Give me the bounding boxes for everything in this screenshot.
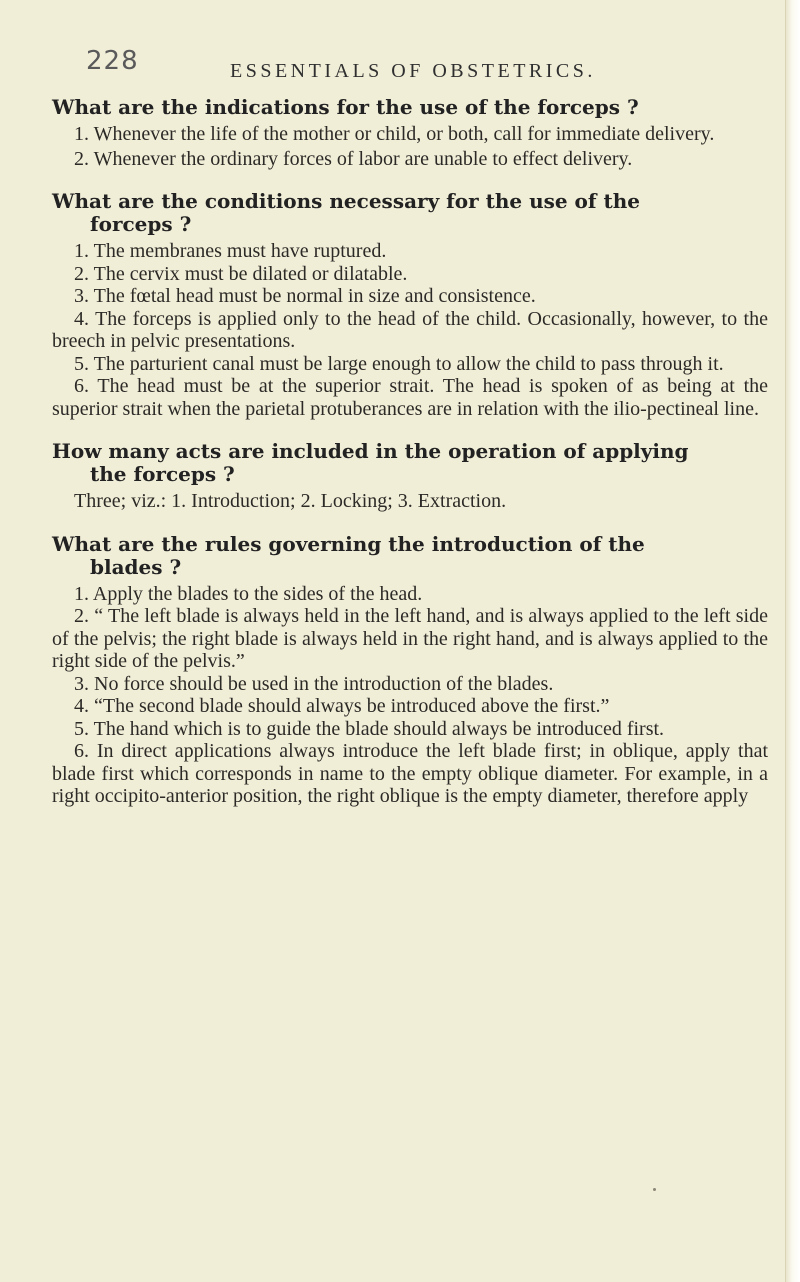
answer-item: 6. In direct applications always introduce the left blade first; in oblique, apply that blade first which corresponds in name to the empty oblique diameter. For example, in a right occipito-anterior position, the right oblique is the empty diameter, therefore apply — [52, 740, 768, 807]
ink-speck — [653, 1188, 656, 1191]
answer-item: 3. No force should be used in the introduction of the blades. — [74, 672, 554, 695]
page-body — [52, 40, 768, 828]
page-edge — [785, 0, 800, 1282]
question-heading: How many acts are included in the operation of applying the forceps ? — [52, 439, 689, 486]
question-heading: What are the rules governing the introduction of the blades ? — [52, 531, 645, 579]
answer-item: 1. The membranes must have ruptured. — [74, 240, 387, 262]
answer-item: 5. The hand which is to guide the blade should always be introduced first. — [74, 717, 665, 740]
answer-item: 3. The fœtal head must be normal in size and consistence. — [74, 285, 536, 307]
answer-item: 4. “The second blade should always be introduced above the first.” — [74, 695, 610, 717]
page-number: 228 — [86, 46, 139, 76]
answer-item: 2. Whenever the ordinary forces of labor are unable to effect delivery. — [74, 147, 633, 170]
qa-section-acts — [52, 440, 768, 513]
question-heading: What are the indications for the use of the forceps ? — [52, 95, 639, 119]
answer-item: 1. Whenever the life of the mother or child, or both, call for immediate delivery. — [74, 123, 715, 145]
answer-item: 1. Apply the blades to the sides of the head. — [74, 582, 423, 605]
running-title: ESSENTIALS OF OBSTETRICS. — [230, 60, 596, 82]
answer-item: 2. The cervix must be dilated or dilatable. — [74, 262, 408, 285]
answer-item: 5. The parturient canal must be large enough to allow the child to pass through it. — [74, 352, 724, 375]
question-heading: What are the conditions necessary for the use of the forceps ? — [52, 189, 640, 236]
qa-section-rules — [52, 533, 768, 808]
answer-item: 2. “ The left blade is always held in the left hand, and is always applied to the left side of the pelvis; the right blade is always held in the right hand, and is always applied to the right side of the pelvis.” — [52, 605, 768, 672]
answer-item: Three; viz.: 1. Introduction; 2. Locking; 3. Extraction. — [74, 490, 507, 512]
answer-item: 4. The forceps is applied only to the head of the child. Occasionally, however, to the breech in pelvic presentations. — [52, 307, 768, 352]
running-head — [52, 40, 768, 96]
qa-section-indications — [52, 96, 768, 170]
answer-item: 6. The head must be at the superior strait. The head is spoken of as being at the superior strait when the parietal protuberances are in relation with the ilio-pectineal line. — [52, 375, 768, 420]
qa-section-conditions — [52, 190, 768, 420]
